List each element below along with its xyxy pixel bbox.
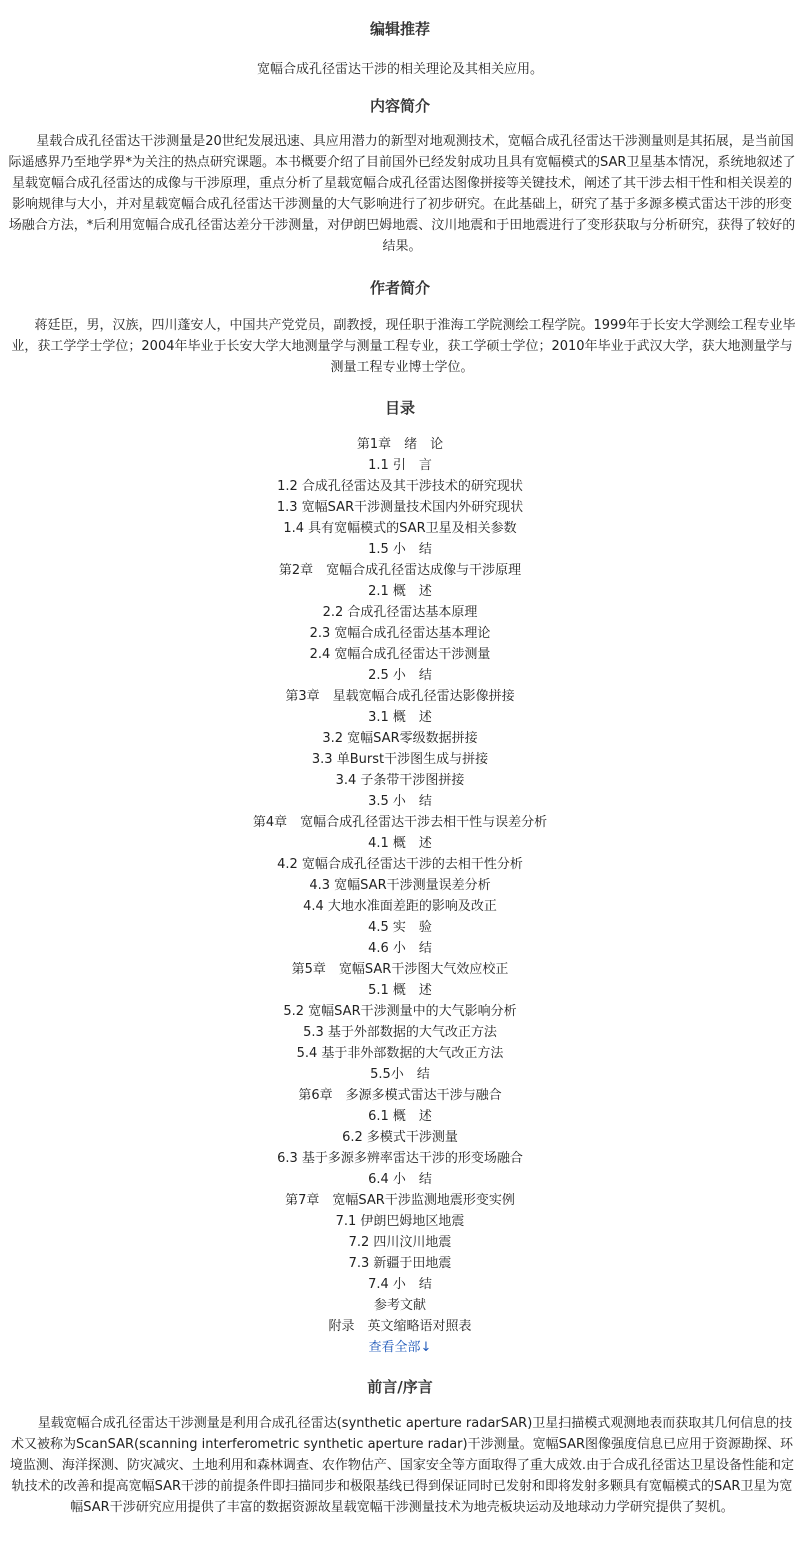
toc-item: 3.5 小 结 — [368, 794, 432, 809]
toc-item: 4.2 宽幅合成孔径雷达干涉的去相干性分析 — [277, 857, 523, 872]
toc-item: 6.3 基于多源多辨率雷达干涉的形变场融合 — [277, 1151, 523, 1166]
toc-item: 1.2 合成孔径雷达及其干涉技术的研究现状 — [277, 479, 523, 494]
toc-item: 3.3 单Burst干涉图生成与拼接 — [311, 752, 489, 767]
toc-item: 7.3 新疆于田地震 — [348, 1256, 452, 1271]
toc-item: 第7章 宽幅SAR干涉监测地震形变实例 — [285, 1193, 515, 1208]
toc-item: 5.4 基于非外部数据的大气改正方法 — [296, 1046, 504, 1061]
toc-item: 2.5 小 结 — [368, 668, 432, 683]
toc-item: 第4章 宽幅合成孔径雷达干涉去相干性与误差分析 — [252, 815, 548, 830]
toc-item: 1.1 引 言 — [368, 458, 432, 473]
toc-item: 3.4 子条带干涉图拼接 — [335, 773, 465, 788]
toc-item: 4.3 宽幅SAR干涉测量误差分析 — [309, 878, 491, 893]
toc-item: 第6章 多源多模式雷达干涉与融合 — [298, 1088, 502, 1103]
toc-item: 6.2 多模式干涉测量 — [342, 1130, 458, 1145]
toc-item: 2.3 宽幅合成孔径雷达基本理论 — [309, 626, 491, 641]
toc-item: 7.4 小 结 — [368, 1277, 432, 1292]
toc-item: 1.3 宽幅SAR干涉测量技术国内外研究现状 — [276, 500, 524, 515]
toc-item: 1.5 小 结 — [368, 542, 432, 557]
summary-text: 星载合成孔径雷达干涉测量是20世纪发展迅速、具应用潜力的新型对地观测技术，宽幅合成孔径雷达干涉测量则是其拓展，是当前国际遥感界乃至地学界*为关注的热点研究课题。本书概要介绍了目前国外已经发射成功且具有宽幅模式的SAR卫星基本情况，系统地叙述了星载宽幅合成孔径雷达的成像与干涉原理，重点分析了星载宽幅合成孔径雷达图像拼接等关键技术，阐述了其干涉去相干性和相关误差的影响规律与大小，并对星载宽幅合成孔径雷达干涉测量的大气影响进行了初步研究。在此基础上，研究了基于多源多模式雷达干涉的形变场融合方法，*后利用宽幅合成孔径雷达差分干涉测量，对伊朗巴姆地震、汶川地震和于田地震进行了变形获取与分析研究，获得了较好的结果。 — [8, 134, 796, 254]
toc-item: 3.2 宽幅SAR零级数据拼接 — [322, 731, 478, 746]
toc-item: 第2章 宽幅合成孔径雷达成像与干涉原理 — [278, 563, 522, 578]
toc-item: 4.6 小 结 — [368, 941, 432, 956]
toc-item: 1.4 具有宽幅模式的SAR卫星及相关参数 — [283, 521, 517, 536]
preface-text: 星载宽幅合成孔径雷达干涉测量是利用合成孔径雷达(synthetic aperture radarSAR)卫星扫描模式观测地表而获取其几何信息的技术又被称为ScanSAR(scanning interferometric synthetic aperture radar)干涉测量。宽幅SAR图像强度信息已应用于资源勘探、环境监测、海洋探测、防灾减灾、土地利用和森林调查、农作物估产、国家安全等方面取得了重大成效.由于合成孔径雷达卫星设备性能和定轨技术的改善和提高宽幅SAR干涉的前提条件即扫描同步和极限基线已得到保证同时已发射和即将发射多颗具有宽幅模式的SAR卫星为宽幅SAR干涉研究应用提供了丰富的数据资源故星载宽幅干涉测量技术为地壳板块运动及地球动力学研究提供了契机。 — [9, 1416, 795, 1515]
preface-heading: 前言/序言 — [367, 1378, 433, 1396]
toc-heading: 目录 — [384, 399, 415, 417]
toc-item: 5.3 基于外部数据的大气改正方法 — [303, 1025, 497, 1040]
toc-item: 附录 英文缩略语对照表 — [328, 1319, 472, 1334]
editor-pick-heading: 编辑推荐 — [369, 20, 430, 38]
toc-item: 4.4 大地水准面差距的影响及改正 — [303, 899, 497, 914]
editor-pick-text: 宽幅合成孔径雷达干涉的相关理论及其相关应用。 — [256, 62, 543, 77]
toc-item: 6.1 概 述 — [368, 1109, 432, 1124]
toc-view-all-item — [0, 1337, 800, 1358]
toc-item: 5.1 概 述 — [368, 983, 432, 998]
toc-item: 2.2 合成孔径雷达基本原理 — [322, 605, 478, 620]
toc-item: 2.4 宽幅合成孔径雷达干涉测量 — [309, 647, 491, 662]
toc-item: 4.5 实 验 — [368, 920, 432, 935]
toc-list — [0, 434, 800, 1358]
toc-item: 5.2 宽幅SAR干涉测量中的大气影响分析 — [283, 1004, 517, 1019]
summary-heading: 内容简介 — [369, 97, 430, 115]
toc-item: 2.1 概 述 — [368, 584, 432, 599]
toc-item: 第5章 宽幅SAR干涉图大气效应校正 — [291, 962, 509, 977]
toc-item: 参考文献 — [373, 1298, 426, 1313]
toc-item: 7.2 四川汶川地震 — [348, 1235, 452, 1250]
toc-item: 第3章 星载宽幅合成孔径雷达影像拼接 — [285, 689, 515, 704]
toc-item: 5.5小 结 — [370, 1067, 430, 1082]
author-heading: 作者简介 — [369, 279, 430, 297]
toc-item: 6.4 小 结 — [368, 1172, 432, 1187]
toc-item: 4.1 概 述 — [368, 836, 432, 851]
toc-item: 第1章 绪 论 — [356, 437, 444, 452]
author-text: 蒋廷臣，男，汉族，四川蓬安人，中国共产党党员，副教授，现任职于淮海工学院测绘工程学院。1999年于长安大学测绘工程专业毕业，获工学学士学位；2004年毕业于长安大学大地测量学与测量工程专业，获工学硕士学位；2010年毕业于武汉大学，获大地测量学与测量工程专业博士学位。 — [8, 318, 796, 375]
toc-item: 7.1 伊朗巴姆地区地震 — [335, 1214, 465, 1229]
view-all-link[interactable]: 查看全部↓ — [368, 1340, 432, 1355]
toc-item: 3.1 概 述 — [368, 710, 432, 725]
